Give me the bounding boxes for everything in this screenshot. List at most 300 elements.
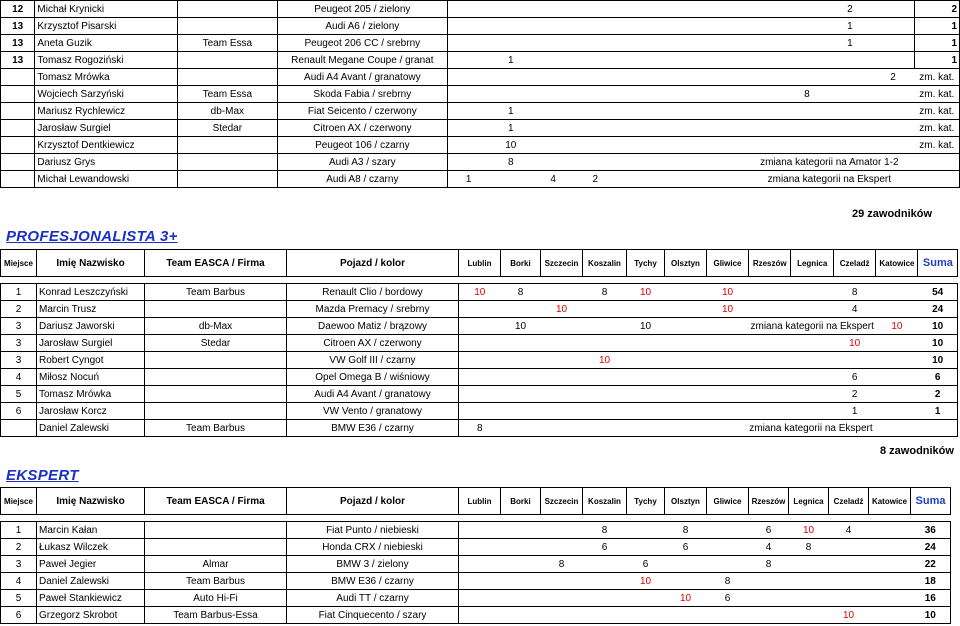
result-cell (447, 120, 489, 137)
result-cell (541, 386, 583, 403)
result-cell (627, 522, 665, 539)
result-cell (828, 69, 871, 86)
result-cell (869, 573, 911, 590)
table-row (1, 573, 951, 590)
result-cell (829, 573, 869, 590)
result-cell (459, 590, 501, 607)
sum-cell: 1 (915, 35, 960, 52)
result-cell (627, 335, 665, 352)
result-cell (501, 522, 541, 539)
result-cell (541, 573, 583, 590)
result-cell (627, 369, 665, 386)
result-cell (574, 120, 616, 137)
result-cell (707, 556, 749, 573)
result-cell: 1 (447, 171, 489, 188)
result-cell: 10 (501, 318, 541, 335)
result-cell (541, 369, 583, 386)
table-row (1, 154, 960, 171)
position-cell: 6 (1, 607, 37, 624)
result-cell (541, 284, 583, 301)
driver-name-cell: Robert Cyngot (37, 352, 145, 369)
result-cell (658, 171, 700, 188)
result-cell (574, 1, 616, 18)
result-cell: 10 (707, 284, 749, 301)
result-cell (791, 284, 833, 301)
car-cell: VW Vento / granatowy (287, 403, 459, 420)
header-city-czeladź: Czeladź (829, 488, 869, 515)
driver-name-cell: Konrad Leszczyński (37, 284, 145, 301)
position-cell (1, 420, 37, 437)
driver-name-cell: Krzysztof Dentkiewicz (35, 137, 177, 154)
result-cell (749, 335, 791, 352)
car-cell: Peugeot 206 CC / srebrny (277, 35, 447, 52)
team-cell: Team Barbus-Essa (145, 607, 287, 624)
result-cell (707, 352, 749, 369)
result-cell (785, 35, 828, 52)
table-row (1, 522, 951, 539)
driver-name-cell: Aneta Guzik (35, 35, 177, 52)
result-cell (872, 1, 915, 18)
result-cell (829, 539, 869, 556)
sum-cell: 1 (915, 18, 960, 35)
result-cell (785, 120, 828, 137)
result-cell (627, 352, 665, 369)
table-row (1, 1, 960, 18)
car-cell: BMW 3 / zielony (287, 556, 459, 573)
team-cell (145, 403, 287, 420)
result-cell (532, 86, 574, 103)
result-cell (876, 386, 918, 403)
car-cell: Opel Omega B / wiśniowy (287, 369, 459, 386)
position-cell (1, 120, 35, 137)
result-cell (876, 352, 918, 369)
result-cell (627, 420, 665, 437)
result-cell: 8 (833, 284, 875, 301)
result-cell (627, 301, 665, 318)
result-cell (872, 103, 915, 120)
result-cell (459, 607, 501, 624)
result-cell (459, 301, 501, 318)
ekspert-table (0, 487, 951, 624)
result-cell (749, 573, 789, 590)
result-cell (501, 301, 541, 318)
result-cell (532, 103, 574, 120)
header-miejsce: Miejsce (1, 250, 37, 277)
result-cell (447, 1, 489, 18)
header-team: Team EASCA / Firma (145, 250, 287, 277)
result-cell (658, 154, 700, 171)
result-cell: 2 (574, 171, 616, 188)
result-cell (616, 103, 658, 120)
result-cell (707, 386, 749, 403)
result-cell (876, 403, 918, 420)
driver-name-cell: Paweł Stankiewicz (37, 590, 145, 607)
result-cell (447, 18, 489, 35)
result-cell (583, 403, 627, 420)
result-cell (829, 556, 869, 573)
result-cell (749, 369, 791, 386)
result-cell (789, 607, 829, 624)
table-header-row (1, 488, 951, 515)
result-cell: 10 (833, 335, 875, 352)
result-cell: 10 (583, 352, 627, 369)
car-cell: VW Golf III / czarny (287, 352, 459, 369)
result-cell (627, 539, 665, 556)
result-cell (447, 69, 489, 86)
team-cell (145, 539, 287, 556)
profesjonalista-table (0, 249, 958, 437)
result-cell (749, 301, 791, 318)
result-cell (872, 52, 915, 69)
result-cell: 10 (627, 573, 665, 590)
result-cell (658, 86, 700, 103)
result-cell (665, 335, 707, 352)
sum-cell: 10 (918, 318, 958, 335)
result-cell: 8 (789, 539, 829, 556)
car-cell: Peugeot 205 / zielony (277, 1, 447, 18)
position-cell: 12 (1, 1, 35, 18)
result-cell (707, 403, 749, 420)
result-cell (447, 103, 489, 120)
result-cell (665, 573, 707, 590)
result-cell (700, 120, 743, 137)
note-cell: zmiana kategorii na Ekspert (749, 318, 876, 335)
result-cell (490, 69, 533, 86)
table-row (1, 86, 960, 103)
result-cell (490, 86, 533, 103)
result-cell (828, 137, 871, 154)
result-cell (658, 103, 700, 120)
result-cell: 4 (833, 301, 875, 318)
result-cell (459, 352, 501, 369)
result-cell (541, 590, 583, 607)
result-cell (501, 403, 541, 420)
table-row (1, 120, 960, 137)
table-row (1, 301, 958, 318)
result-cell (872, 86, 915, 103)
participant-count-ekspert: 8 zawodników (880, 445, 954, 457)
result-cell (447, 154, 489, 171)
result-cell (501, 420, 541, 437)
result-cell (742, 69, 785, 86)
driver-name-cell: Jarosław Surgiel (37, 335, 145, 352)
result-cell (828, 86, 871, 103)
result-cell (700, 1, 743, 18)
result-cell: 10 (829, 607, 869, 624)
sum-cell: 1 (915, 52, 960, 69)
top-results-body (1, 1, 960, 188)
driver-name-cell: Michał Krynicki (35, 1, 177, 18)
driver-name-cell: Paweł Jegier (37, 556, 145, 573)
car-cell: Renault Clio / bordowy (287, 284, 459, 301)
participant-count-profesjonalista: 29 zawodników (852, 208, 933, 220)
team-cell (145, 301, 287, 318)
position-cell: 4 (1, 573, 37, 590)
note-cell: zmiana kategorii na Ekspert (700, 171, 960, 188)
result-cell (749, 386, 791, 403)
result-cell: 1 (490, 120, 533, 137)
position-cell: 5 (1, 386, 37, 403)
result-cell (447, 52, 489, 69)
car-cell: Skoda Fabia / srebrny (277, 86, 447, 103)
result-cell (700, 35, 743, 52)
driver-name-cell: Tomasz Mrówka (37, 386, 145, 403)
result-cell (665, 607, 707, 624)
result-cell (872, 137, 915, 154)
result-cell (541, 335, 583, 352)
result-cell (789, 556, 829, 573)
sum-cell: 2 (915, 1, 960, 18)
car-cell: Audi A3 / szary (277, 154, 447, 171)
result-cell (532, 35, 574, 52)
result-cell (532, 18, 574, 35)
result-cell (574, 69, 616, 86)
result-cell (447, 86, 489, 103)
result-cell (869, 556, 911, 573)
result-cell (791, 301, 833, 318)
driver-name-cell: Tomasz Mrówka (35, 69, 177, 86)
result-cell (700, 86, 743, 103)
result-cell (490, 35, 533, 52)
sum-cell: 18 (911, 573, 951, 590)
result-cell (789, 573, 829, 590)
header-imie-nazwisko: Imię Nazwisko (37, 488, 145, 515)
car-cell: Daewoo Matiz / brązowy (287, 318, 459, 335)
result-cell: 2 (872, 69, 915, 86)
car-cell: Audi A6 / zielony (277, 18, 447, 35)
result-cell (749, 403, 791, 420)
header-city-koszalin: Koszalin (583, 250, 627, 277)
position-cell: 2 (1, 539, 37, 556)
sum-cell: 24 (911, 539, 951, 556)
header-pojazd: Pojazd / kolor (287, 250, 459, 277)
result-cell (791, 369, 833, 386)
team-cell: db-Max (177, 103, 277, 120)
top-results-table (0, 0, 960, 188)
section-title-profesjonalista: PROFESJONALISTA 3+ (6, 228, 178, 245)
spacer-cell (1, 515, 951, 522)
car-cell: Audi TT / czarny (287, 590, 459, 607)
sum-cell: 10 (918, 352, 958, 369)
result-cell (616, 137, 658, 154)
result-cell (789, 590, 829, 607)
result-cell: 2 (833, 386, 875, 403)
result-cell (627, 403, 665, 420)
driver-name-cell: Wojciech Sarzyński (35, 86, 177, 103)
note-cell: zmiana kategorii na Amator 1-2 (700, 154, 960, 171)
table-row (1, 556, 951, 573)
car-cell: Citroen AX / czerwony (277, 120, 447, 137)
table-row (1, 35, 960, 52)
result-cell (447, 35, 489, 52)
result-cell (700, 18, 743, 35)
result-cell (658, 120, 700, 137)
result-cell (616, 69, 658, 86)
header-miejsce: Miejsce (1, 488, 37, 515)
result-cell (532, 69, 574, 86)
result-cell (791, 335, 833, 352)
table-row (1, 335, 958, 352)
result-cell (833, 352, 875, 369)
table-row (1, 369, 958, 386)
result-cell: 4 (749, 539, 789, 556)
result-cell (459, 403, 501, 420)
header-city-olsztyn: Olsztyn (665, 488, 707, 515)
result-cell: 1 (828, 18, 871, 35)
result-cell (785, 69, 828, 86)
result-cell (532, 154, 574, 171)
team-cell (145, 386, 287, 403)
result-cell: 1 (490, 52, 533, 69)
result-cell: 4 (532, 171, 574, 188)
result-cell (876, 301, 918, 318)
team-cell: Auto Hi-Fi (145, 590, 287, 607)
result-cell (785, 18, 828, 35)
result-cell: 8 (541, 556, 583, 573)
result-cell (665, 284, 707, 301)
driver-name-cell: Marcin Trusz (37, 301, 145, 318)
driver-name-cell: Dariusz Grys (35, 154, 177, 171)
result-cell: 1 (490, 103, 533, 120)
car-cell: Peugeot 106 / czarny (277, 137, 447, 154)
result-cell (616, 86, 658, 103)
result-cell (583, 301, 627, 318)
result-cell (532, 1, 574, 18)
table-row (1, 52, 960, 69)
result-cell (707, 318, 749, 335)
sum-cell: zm. kat. (915, 137, 960, 154)
position-cell (1, 137, 35, 154)
driver-name-cell: Łukasz Wilczek (37, 539, 145, 556)
result-cell (791, 386, 833, 403)
result-cell: 10 (876, 318, 918, 335)
result-cell (541, 420, 583, 437)
result-cell (658, 69, 700, 86)
car-cell: Fiat Punto / niebieski (287, 522, 459, 539)
position-cell: 1 (1, 284, 37, 301)
result-cell (616, 1, 658, 18)
driver-name-cell: Grzegorz Skrobot (37, 607, 145, 624)
result-cell (665, 369, 707, 386)
header-city-olsztyn: Olsztyn (665, 250, 707, 277)
result-cell (616, 18, 658, 35)
result-cell (665, 386, 707, 403)
result-cell: 8 (459, 420, 501, 437)
team-cell (145, 352, 287, 369)
header-city-katowice: Katowice (876, 250, 918, 277)
result-cell (700, 52, 743, 69)
header-suma: Suma (911, 488, 951, 515)
result-cell (742, 35, 785, 52)
header-city-katowice: Katowice (869, 488, 911, 515)
result-cell (490, 1, 533, 18)
result-cell (785, 52, 828, 69)
table-row (1, 318, 958, 335)
result-cell (616, 171, 658, 188)
spacer-row (1, 277, 958, 284)
header-city-rzeszów: Rzeszów (749, 250, 791, 277)
driver-name-cell: Krzysztof Pisarski (35, 18, 177, 35)
table-header-row (1, 250, 958, 277)
table-row (1, 171, 960, 188)
team-cell: Almar (145, 556, 287, 573)
result-cell: 6 (707, 590, 749, 607)
header-city-szczecin: Szczecin (541, 250, 583, 277)
result-cell (785, 137, 828, 154)
position-cell: 3 (1, 335, 37, 352)
result-cell (665, 403, 707, 420)
position-cell: 6 (1, 403, 37, 420)
result-cell (616, 154, 658, 171)
team-cell (177, 18, 277, 35)
result-cell (749, 607, 789, 624)
team-cell (177, 137, 277, 154)
result-cell (501, 590, 541, 607)
result-cell (541, 607, 583, 624)
sum-cell: zm. kat. (915, 103, 960, 120)
result-cell: 10 (490, 137, 533, 154)
team-cell: Team Essa (177, 35, 277, 52)
result-cell (627, 607, 665, 624)
car-cell: Mazda Premacy / srebrny (287, 301, 459, 318)
header-city-rzeszów: Rzeszów (749, 488, 789, 515)
result-cell (541, 318, 583, 335)
car-cell: Audi A8 / czarny (277, 171, 447, 188)
team-cell: Stedar (177, 120, 277, 137)
team-cell (177, 171, 277, 188)
table-row (1, 137, 960, 154)
result-cell (627, 386, 665, 403)
result-cell (665, 318, 707, 335)
result-cell (574, 154, 616, 171)
team-cell: Team Essa (177, 86, 277, 103)
result-cell (658, 35, 700, 52)
result-cell (785, 103, 828, 120)
result-cell (742, 120, 785, 137)
result-cell (707, 539, 749, 556)
result-cell (742, 1, 785, 18)
result-cell (541, 539, 583, 556)
driver-name-cell: Tomasz Rogoziński (35, 52, 177, 69)
result-cell (501, 386, 541, 403)
car-cell: Audi A4 Avant / granatowy (287, 386, 459, 403)
table-row (1, 69, 960, 86)
car-cell: Honda CRX / niebieski (287, 539, 459, 556)
car-cell: Fiat Cinquecento / szary (287, 607, 459, 624)
header-city-lublin: Lublin (459, 488, 501, 515)
result-cell (501, 352, 541, 369)
result-cell (749, 352, 791, 369)
result-cell: 8 (501, 284, 541, 301)
header-city-legnica: Legnica (791, 250, 833, 277)
result-cell: 10 (541, 301, 583, 318)
result-cell (700, 103, 743, 120)
team-cell: Team Barbus (145, 573, 287, 590)
driver-name-cell: Daniel Zalewski (37, 573, 145, 590)
result-cell: 10 (459, 284, 501, 301)
driver-name-cell: Dariusz Jaworski (37, 318, 145, 335)
driver-name-cell: Jarosław Surgiel (35, 120, 177, 137)
result-cell (658, 137, 700, 154)
result-cell (541, 403, 583, 420)
result-cell (627, 590, 665, 607)
result-cell: 6 (749, 522, 789, 539)
result-cell: 4 (829, 522, 869, 539)
driver-name-cell: Daniel Zalewski (37, 420, 145, 437)
result-cell (876, 335, 918, 352)
result-cell (501, 369, 541, 386)
result-cell (574, 137, 616, 154)
